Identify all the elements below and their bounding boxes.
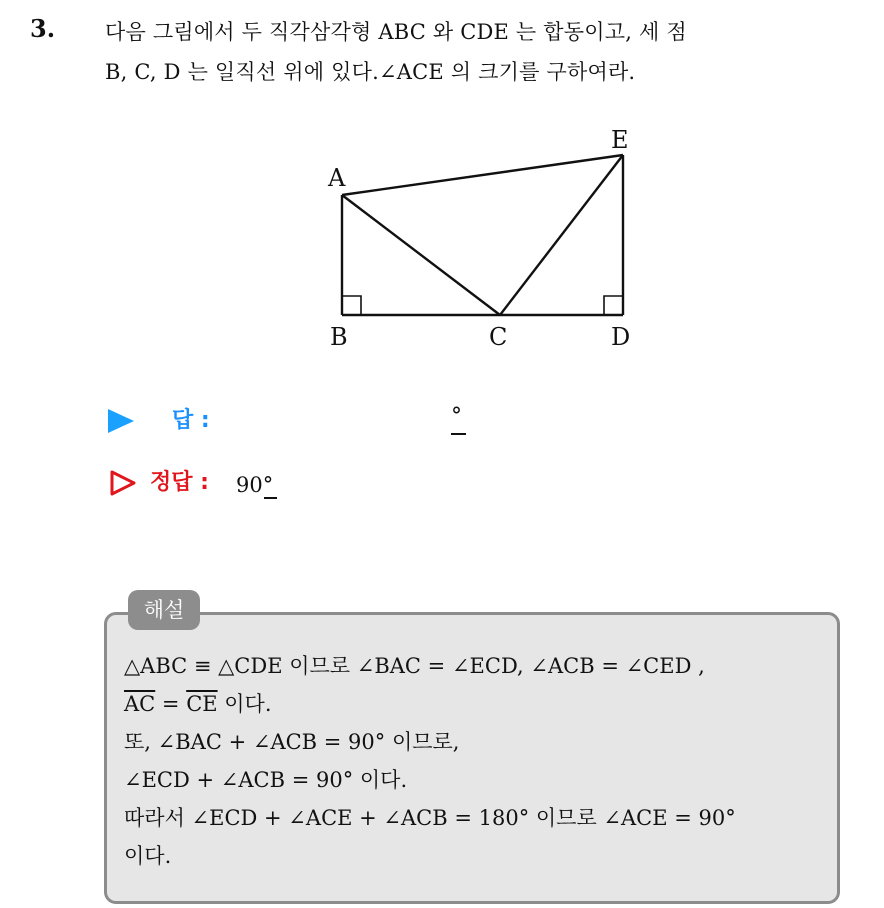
triangle-figure [0,0,884,400]
figure-lines [342,155,623,315]
answer-degree-symbol: ° [451,404,462,429]
right-angle-mark-b [342,296,361,315]
point-label-b: B [330,323,348,351]
explanation-line1: △ABC ≡ △CDE 이므로 ∠BAC = ∠ECD, ∠ACB = ∠CED , [124,654,705,678]
point-label-e: E [611,126,629,154]
explanation-line2-rest: 이다. [217,692,272,716]
explanation-line4: ∠ECD + ∠ACB = 90° 이다. [124,768,408,792]
play-triangle-outline-icon [108,466,138,500]
answer-row [108,404,462,438]
answer-blank-underline [451,433,466,435]
answer-label: 답 : [172,408,210,433]
play-triangle-filled-icon [108,409,134,433]
segment-ac [342,195,500,315]
correct-answer-value: 90° [236,473,274,497]
right-angle-mark-d [604,296,623,315]
question-number: 3. [30,14,56,43]
question-text-line1: 다음 그림에서 두 직각삼각형 ABC 와 CDE 는 합동이고, 세 점 [105,20,687,44]
point-label-c: C [489,323,508,351]
correct-answer-label: 정답 : [150,470,209,495]
explanation-tag: 해설 [128,590,200,630]
explanation-line3: 또, ∠BAC + ∠ACB = 90° 이므로, [124,730,460,754]
explanation-line6: 이다. [124,844,172,868]
explanation-line5: 따라서 ∠ECD + ∠ACE + ∠ACB = 180° 이므로 ∠ACE = 90° [124,806,736,830]
correct-answer-underline [264,497,277,499]
segment-ae [342,155,623,195]
overline-ac: $\overline{AC}$ [124,692,156,716]
segment-ce [500,155,623,315]
explanation-equals: = [155,692,187,716]
explanation-line2 [124,688,272,718]
question-text-line2: B, C, D 는 일직선 위에 있다.∠ACE 의 크기를 구하여라. [105,60,636,84]
point-label-d: D [611,323,631,351]
overline-ce: $\overline{CE}$ [186,692,218,716]
right-angle-marks [342,296,623,315]
point-label-a: A [328,164,346,192]
